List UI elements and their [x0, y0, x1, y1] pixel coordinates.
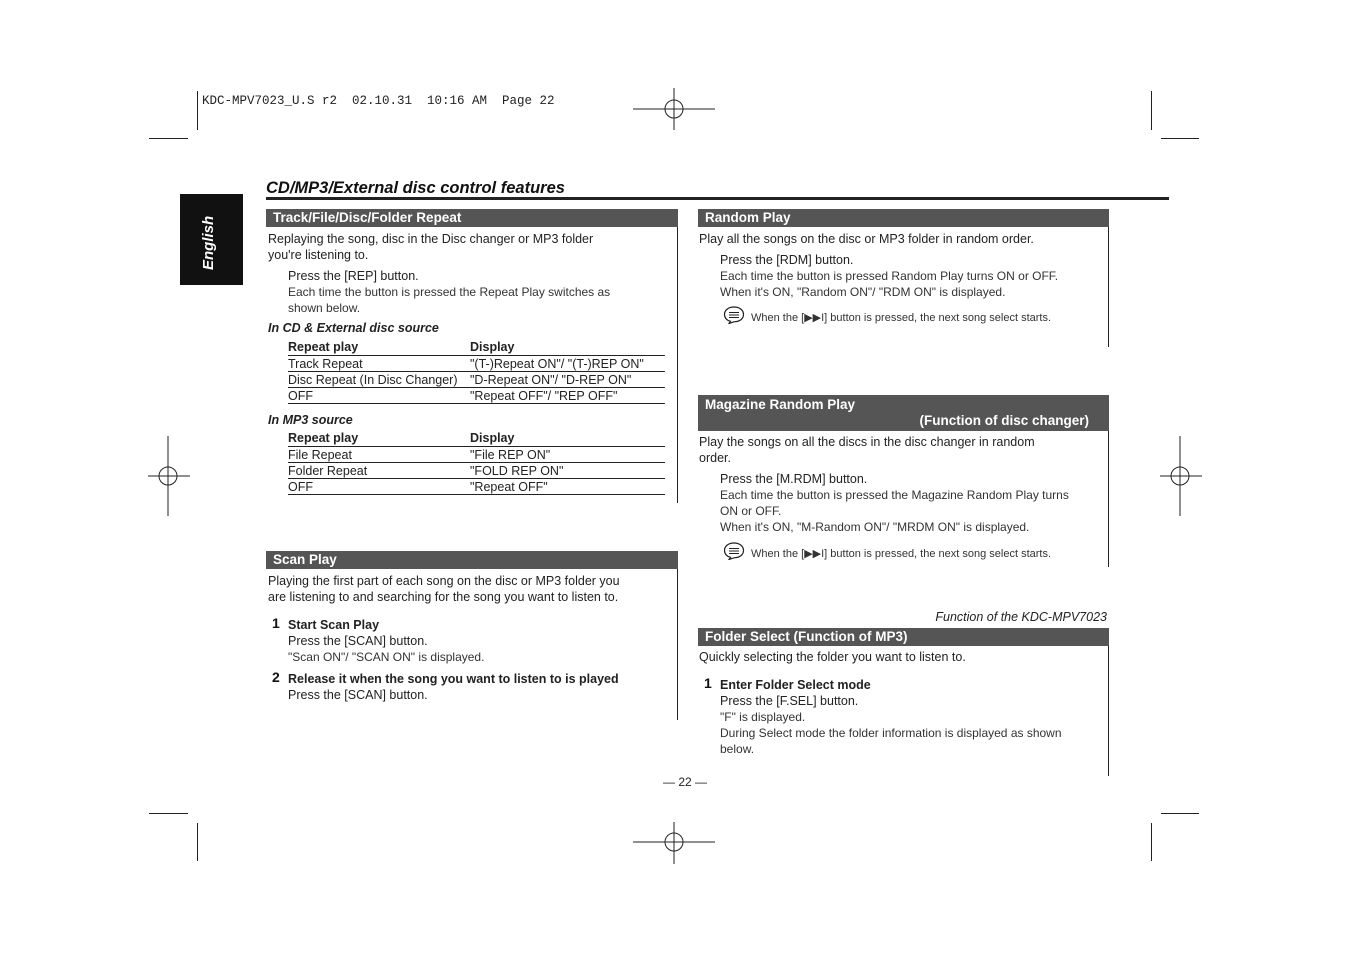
cell-display: "Repeat OFF" — [470, 479, 665, 495]
language-tab-label: English — [200, 215, 217, 270]
page-number: — 22 — — [662, 775, 707, 789]
scan-step2-press: Press the [SCAN] button. — [288, 688, 428, 702]
table-row — [288, 356, 665, 372]
repeat-intro-2: you're listening to. — [268, 248, 369, 262]
note-icon — [723, 306, 745, 324]
table-row — [288, 463, 665, 479]
random-desc-2: When it's ON, "Random ON"/ "RDM ON" is displayed. — [720, 285, 1006, 299]
step-number: 1 — [704, 675, 712, 691]
step-number: 1 — [272, 615, 280, 631]
table-header-row — [288, 430, 665, 447]
table-header-row — [288, 339, 665, 356]
registration-mark-left — [148, 436, 190, 516]
right-column-rule-1 — [1108, 209, 1109, 347]
cell-play: Track Repeat — [288, 356, 470, 372]
title-rule — [266, 197, 1169, 200]
cell-display: "FOLD REP ON" — [470, 463, 665, 479]
scan-step1-press: Press the [SCAN] button. — [288, 634, 428, 648]
cell-display: "(T-)Repeat ON"/ "(T-)REP ON" — [470, 356, 665, 372]
table-row — [288, 447, 665, 463]
cell-display: "Repeat OFF"/ "REP OFF" — [470, 388, 665, 404]
magazine-desc-2: ON or OFF. — [720, 504, 782, 518]
random-intro: Play all the songs on the disc or MP3 folder in random order. — [699, 232, 1034, 246]
repeat-heading: Track/File/Disc/Folder Repeat — [266, 209, 678, 227]
left-column-rule-1 — [677, 209, 678, 503]
registration-mark-top — [633, 88, 715, 130]
scan-intro-1: Playing the first part of each song on the disc or MP3 folder you — [268, 574, 620, 588]
table-row — [288, 388, 665, 404]
cell-play: File Repeat — [288, 447, 470, 463]
right-column-rule-3 — [1108, 628, 1109, 776]
folder-step1-display: "F" is displayed. — [720, 710, 806, 724]
magazine-desc-3: When it's ON, "M-Random ON"/ "MRDM ON" is displayed. — [720, 520, 1030, 534]
repeat-press: Press the [REP] button. — [288, 269, 419, 283]
mp3-repeat-table — [288, 430, 665, 495]
scan-heading: Scan Play — [266, 551, 678, 569]
cell-play: OFF — [288, 388, 470, 404]
registration-mark-right — [1160, 436, 1202, 516]
magazine-press: Press the [M.RDM] button. — [720, 472, 868, 486]
scan-step1-title: Start Scan Play — [288, 618, 380, 632]
scan-intro-2: are listening to and searching for the song you want to listen to. — [268, 590, 619, 604]
col-display: Display — [470, 339, 665, 356]
magazine-intro-1: Play the songs on all the discs in the disc changer in random — [699, 435, 1035, 449]
cell-display: "D-Repeat ON"/ "D-REP ON" — [470, 372, 665, 388]
note-icon — [723, 542, 745, 560]
cell-play: Disc Repeat (In Disc Changer) — [288, 372, 470, 388]
magazine-note: When the [▶▶I] button is pressed, the next song select starts. — [751, 548, 1052, 560]
mp3-source-label: In MP3 source — [268, 413, 353, 427]
random-note: When the [▶▶I] button is pressed, the next song select starts. — [751, 312, 1052, 324]
cd-source-label: In CD & External disc source — [268, 321, 439, 335]
table-row — [288, 479, 665, 495]
function-of-label: Function of the KDC-MPV7023 — [935, 610, 1107, 624]
step-number: 2 — [272, 669, 280, 685]
magazine-intro-2: order. — [699, 451, 731, 465]
random-heading: Random Play — [698, 209, 1109, 227]
language-tab — [180, 194, 243, 285]
repeat-desc-2: shown below. — [288, 301, 361, 315]
page-title: CD/MP3/External disc control features — [266, 179, 565, 197]
folder-step1-press: Press the [F.SEL] button. — [720, 694, 859, 708]
scan-step1-display: "Scan ON"/ "SCAN ON" is displayed. — [288, 650, 485, 664]
magazine-heading-title: Magazine Random Play — [705, 397, 856, 412]
col-repeat-play: Repeat play — [288, 430, 470, 447]
registration-mark-bottom — [633, 822, 715, 864]
repeat-desc-1: Each time the button is pressed the Repeat Play switches as — [288, 285, 611, 299]
col-display: Display — [470, 430, 665, 447]
left-column-rule-2 — [677, 551, 678, 720]
cd-repeat-table — [288, 339, 665, 404]
table-row — [288, 372, 665, 388]
folder-step1-desc-1: During Select mode the folder information is displayed as shown — [720, 726, 1062, 740]
magazine-heading — [698, 395, 1109, 431]
random-desc-1: Each time the button is pressed Random Play turns ON or OFF. — [720, 269, 1059, 283]
repeat-intro-1: Replaying the song, disc in the Disc changer or MP3 folder — [268, 232, 594, 246]
folder-heading: Folder Select (Function of MP3) — [698, 628, 1109, 646]
print-header: KDC-MPV7023_U.S r2 02.10.31 10:16 AM Page 22 — [202, 94, 555, 108]
random-press: Press the [RDM] button. — [720, 253, 854, 267]
magazine-heading-subtitle: (Function of disc changer) — [919, 413, 1089, 428]
cell-play: Folder Repeat — [288, 463, 470, 479]
folder-intro: Quickly selecting the folder you want to listen to. — [699, 650, 966, 664]
col-repeat-play: Repeat play — [288, 339, 470, 356]
folder-step1-desc-2: below. — [720, 742, 755, 756]
cell-play: OFF — [288, 479, 470, 495]
magazine-desc-1: Each time the button is pressed the Magazine Random Play turns — [720, 488, 1069, 502]
scan-step2-title: Release it when the song you want to listen to is played — [288, 672, 619, 686]
cell-display: "File REP ON" — [470, 447, 665, 463]
folder-step1-title: Enter Folder Select mode — [720, 678, 871, 692]
